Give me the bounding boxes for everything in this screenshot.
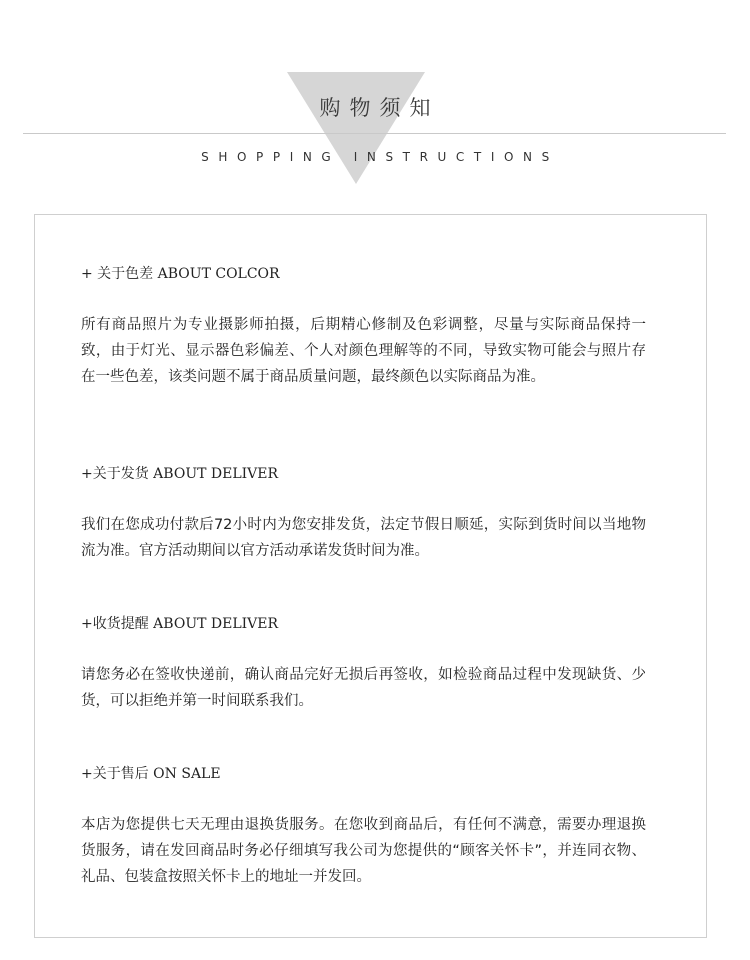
header-divider — [23, 133, 726, 134]
section-body: 本店为您提供七天无理由退换货服务。在您收到商品后，有任何不满意，需要办理退换货服务，请在发回商品时务必仔细填写我公司为您提供的“顾客关怀卡”，并连同衣物、礼品、包装盒按照关怀卡上的地址一并发回。 — [81, 817, 646, 885]
page-title: 购物须知 — [319, 96, 440, 120]
instructions-panel — [34, 214, 707, 938]
section-body: 我们在您成功付款后72小时内为您安排发货，法定节假日顺延，实际到货时间以当地物流为准。官方活动期间以官方活动承诺发货时间为准。 — [81, 517, 646, 559]
section-receipt-reminder — [81, 614, 646, 714]
section-after-sale — [81, 764, 646, 890]
section-color-difference — [81, 264, 646, 390]
page-subtitle: SHOPPING INSTRUCTIONS — [201, 150, 559, 164]
section-title: +收货提醒 ABOUT DELIVER — [81, 616, 279, 632]
section-body: 所有商品照片为专业摄影师拍摄，后期精心修制及色彩调整，尽量与实际商品保持一致，由于灯光、显示器色彩偏差、个人对颜色理解等的不同，导致实物可能会与照片存在一些色差，该类问题不属于商品质量问题，最终颜色以实际商品为准。 — [81, 317, 646, 385]
header-triangle-decoration — [287, 72, 425, 184]
section-delivery — [81, 464, 646, 564]
page-header — [0, 0, 750, 200]
section-title: + 关于色差 ABOUT COLCOR — [81, 266, 280, 282]
section-body: 请您务必在签收快递前，确认商品完好无损后再签收，如检验商品过程中发现缺货、少货，可以拒绝并第一时间联系我们。 — [81, 667, 646, 709]
section-title: +关于发货 ABOUT DELIVER — [81, 466, 279, 482]
section-title: +关于售后 ON SALE — [81, 766, 221, 782]
